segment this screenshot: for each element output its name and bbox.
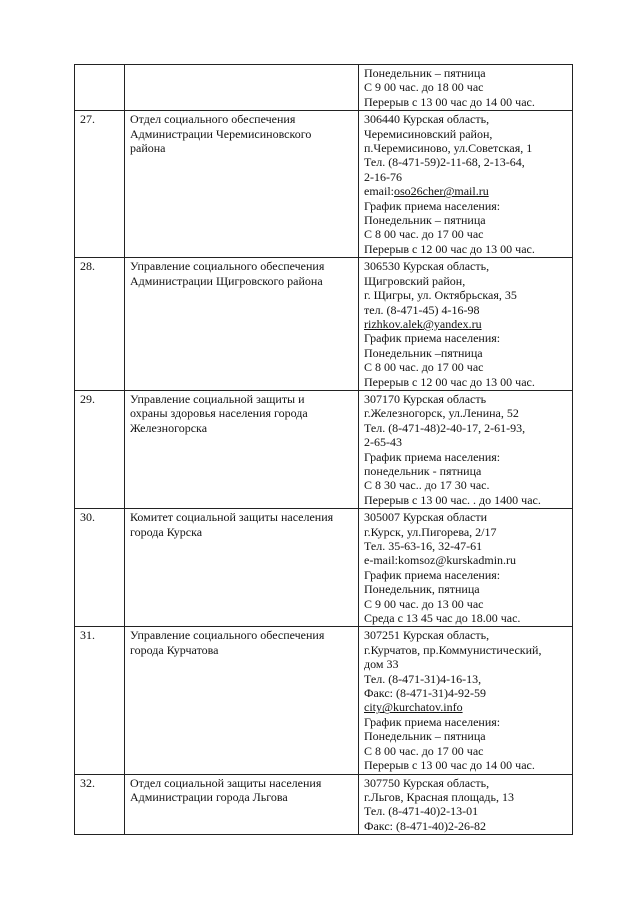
- contact-line-text: г.Железногорск, ул.Ленина, 52: [364, 406, 519, 421]
- contact-line: [364, 493, 568, 507]
- table-row: [75, 627, 573, 774]
- contact-details-cell: [359, 65, 573, 111]
- office-name-line: Управление социального обеспечения: [130, 259, 325, 274]
- contact-line-text: Перерыв с 13 00 час. . до 1400 час.: [364, 492, 541, 507]
- office-name-line: Отдел социальной защиты населения: [130, 775, 322, 790]
- contact-line-text: Щигровский район,: [364, 273, 466, 288]
- office-name-cell: [125, 258, 359, 391]
- contact-line: [364, 450, 568, 464]
- contact-line-text: 305007 Курская области: [364, 510, 488, 525]
- contact-line-text: г. Щигры, ул. Октябрьская, 35: [364, 288, 517, 303]
- contact-line-text: С 9 00 час. до 18 00 час: [364, 80, 484, 95]
- contact-line: [364, 227, 568, 241]
- contact-line-text: 2-16-76: [364, 169, 402, 184]
- table-row: [75, 774, 573, 835]
- contact-line: [364, 303, 568, 317]
- contact-line-text: Среда с 13 45 час до 18.00 час.: [364, 611, 521, 626]
- contact-line: [364, 672, 568, 686]
- contact-line: [364, 199, 568, 213]
- contact-line: [364, 141, 568, 155]
- contact-line: [364, 729, 568, 743]
- contact-line: [364, 66, 568, 80]
- contact-line: [364, 582, 568, 596]
- contact-line: [364, 525, 568, 539]
- office-name-line: Железногорска: [130, 420, 208, 435]
- table-row: [75, 65, 573, 111]
- email-link[interactable]: oso26cher@mail.ru: [394, 184, 489, 199]
- contact-line: [364, 392, 568, 406]
- contact-line-text: понедельник - пятница: [364, 463, 482, 478]
- contact-line: [364, 657, 568, 671]
- contact-line: [364, 274, 568, 288]
- contact-line-text: дом 33: [364, 657, 399, 672]
- contact-line: [364, 700, 568, 714]
- table-row: [75, 111, 573, 258]
- contact-line-text: Перерыв с 13 00 час до 14 00 час.: [364, 94, 535, 109]
- contact-line: [364, 317, 568, 331]
- contact-line-text: Тел. 35-63-16, 32-47-61: [364, 539, 483, 553]
- office-name-line: Администрации города Льгова: [130, 789, 288, 804]
- office-name-line: Администрации Черемисиновского: [130, 126, 312, 141]
- contact-line: [364, 435, 568, 449]
- contact-line: [364, 744, 568, 758]
- contact-line-text: С 8 30 час.. до 17 30 час.: [364, 478, 490, 493]
- row-number: [75, 65, 125, 111]
- contact-line: [364, 510, 568, 524]
- contact-line-text: г.Курск, ул.Пигорева, 2/17: [364, 524, 497, 539]
- office-name-line: города Курчатова: [130, 642, 219, 657]
- office-name-line: города Курска: [130, 524, 203, 539]
- contact-line: [364, 568, 568, 582]
- contact-line: [364, 790, 568, 804]
- office-name-line: охраны здоровья населения города: [130, 406, 308, 421]
- contact-line: [364, 80, 568, 94]
- table-row: [75, 509, 573, 627]
- contact-line-text: 2-65-43: [364, 435, 402, 450]
- contact-line: [364, 127, 568, 141]
- contact-line-text: тел. (8-471-45) 4-16-98: [364, 302, 480, 317]
- contact-details-cell: [359, 111, 573, 258]
- contact-line-text: п.Черемисиново, ул.Советская, 1: [364, 141, 533, 156]
- contact-line-text: Факс: (8-471-40)2-26-82: [364, 818, 486, 833]
- office-name-line: района: [130, 141, 166, 156]
- contact-line-text: Факс: (8-471-31)4-92-59: [364, 686, 486, 701]
- contact-line-text: График приема населения:: [364, 567, 501, 582]
- contact-line: [364, 360, 568, 374]
- row-number: 28.: [75, 258, 125, 391]
- contact-details-cell: [359, 509, 573, 627]
- contact-line-text: Тел. (8-471-40)2-13-01: [364, 804, 479, 819]
- contact-line: [364, 643, 568, 657]
- contact-line: [364, 819, 568, 833]
- contact-line-text: г.Льгов, Красная площадь, 13: [364, 789, 514, 804]
- office-name-cell: [125, 65, 359, 111]
- office-name-line: Администрации Щигровского района: [130, 273, 323, 288]
- contact-line-text: График приема населения:: [364, 198, 501, 213]
- contact-line: [364, 155, 568, 169]
- contact-line-text: С 8 00 час. до 17 00 час: [364, 227, 484, 242]
- contact-line-text: График приема населения:: [364, 714, 501, 729]
- contact-line-text: Тел. (8-471-31)4-16-13,: [364, 671, 482, 686]
- row-number: 32.: [75, 774, 125, 835]
- contact-line: [364, 331, 568, 345]
- contact-line-text: График приема населения:: [364, 331, 501, 346]
- office-name-cell: [125, 111, 359, 258]
- contact-details-cell: [359, 390, 573, 508]
- contact-line-text: График приема населения:: [364, 449, 501, 464]
- contact-line: [364, 776, 568, 790]
- contact-line: [364, 170, 568, 184]
- contact-line: [364, 597, 568, 611]
- contact-line: [364, 758, 568, 772]
- contact-line: [364, 242, 568, 256]
- contact-line-text: Перерыв с 12 00 час до 13 00 час.: [364, 241, 535, 256]
- contact-details-cell: [359, 774, 573, 835]
- contact-line: [364, 421, 568, 435]
- contact-line: [364, 95, 568, 109]
- contact-line-text: email:: [364, 184, 394, 199]
- contact-line-text: С 8 00 час. до 17 00 час: [364, 743, 484, 758]
- row-number: 30.: [75, 509, 125, 627]
- table-row: [75, 390, 573, 508]
- contact-line: [364, 464, 568, 478]
- contact-line: [364, 375, 568, 389]
- contact-line-text: Понедельник – пятница: [364, 66, 486, 80]
- contact-line: [364, 553, 568, 567]
- contact-line-text: С 9 00 час. до 13 00 час: [364, 596, 484, 611]
- contact-line: [364, 259, 568, 273]
- contact-line-text: г.Курчатов, пр.Коммунистический,: [364, 642, 542, 657]
- contact-line: [364, 346, 568, 360]
- contact-line-text: Понедельник – пятница: [364, 213, 486, 228]
- contact-details-cell: [359, 627, 573, 774]
- contact-line-text: Перерыв с 13 00 час до 14 00 час.: [364, 758, 535, 773]
- contact-line-text: 307170 Курская область: [364, 391, 487, 406]
- contact-line-text: Тел. (8-471-48)2-40-17, 2-61-93,: [364, 420, 526, 435]
- offices-table: [74, 64, 573, 835]
- contact-details-cell: [359, 258, 573, 391]
- contact-line-text: Черемисиновский район,: [364, 126, 493, 141]
- office-name-cell: [125, 627, 359, 774]
- contact-line-text: Понедельник – пятница: [364, 729, 486, 744]
- contact-line-text: 307251 Курская область,: [364, 628, 490, 643]
- contact-line-text: С 8 00 час. до 17 00 час: [364, 360, 484, 375]
- row-number: 27.: [75, 111, 125, 258]
- contact-line: [364, 406, 568, 420]
- contact-line: [364, 478, 568, 492]
- office-name-line: Управление социальной защиты и: [130, 391, 305, 406]
- contact-line: [364, 804, 568, 818]
- contact-line-text: 306440 Курская область,: [364, 112, 490, 127]
- contact-line-text: 307750 Курская область,: [364, 775, 490, 790]
- office-name-cell: [125, 390, 359, 508]
- office-name-line: Комитет социальной защиты населения: [130, 510, 334, 525]
- contact-line: [364, 686, 568, 700]
- email-link[interactable]: rizhkov.alek@yandex.ru: [364, 316, 482, 331]
- contact-line: [364, 184, 568, 198]
- office-name-cell: [125, 774, 359, 835]
- contact-line: [364, 539, 568, 553]
- office-name-line: Управление социального обеспечения: [130, 628, 325, 643]
- contact-line: [364, 213, 568, 227]
- contact-line-text: Понедельник –пятница: [364, 345, 483, 360]
- table-row: [75, 258, 573, 391]
- office-name-line: Отдел социального обеспечения: [130, 112, 296, 127]
- contact-line: [364, 628, 568, 642]
- contact-line-text: 306530 Курская область,: [364, 259, 490, 274]
- contact-line-text: Перерыв с 12 00 час до 13 00 час.: [364, 374, 535, 389]
- contact-line: [364, 715, 568, 729]
- row-number: 29.: [75, 390, 125, 508]
- contact-line-text: e-mail:komsoz@kurskadmin.ru: [364, 553, 517, 568]
- row-number: 31.: [75, 627, 125, 774]
- office-name-cell: [125, 509, 359, 627]
- offices-table-body: [75, 65, 573, 835]
- contact-line: [364, 611, 568, 625]
- email-link[interactable]: city@kurchatov.info: [364, 700, 463, 715]
- contact-line: [364, 112, 568, 126]
- contact-line-text: Понедельник, пятница: [364, 582, 480, 597]
- contact-line: [364, 288, 568, 302]
- contact-line-text: Тел. (8-471-59)2-11-68, 2-13-64,: [364, 155, 525, 170]
